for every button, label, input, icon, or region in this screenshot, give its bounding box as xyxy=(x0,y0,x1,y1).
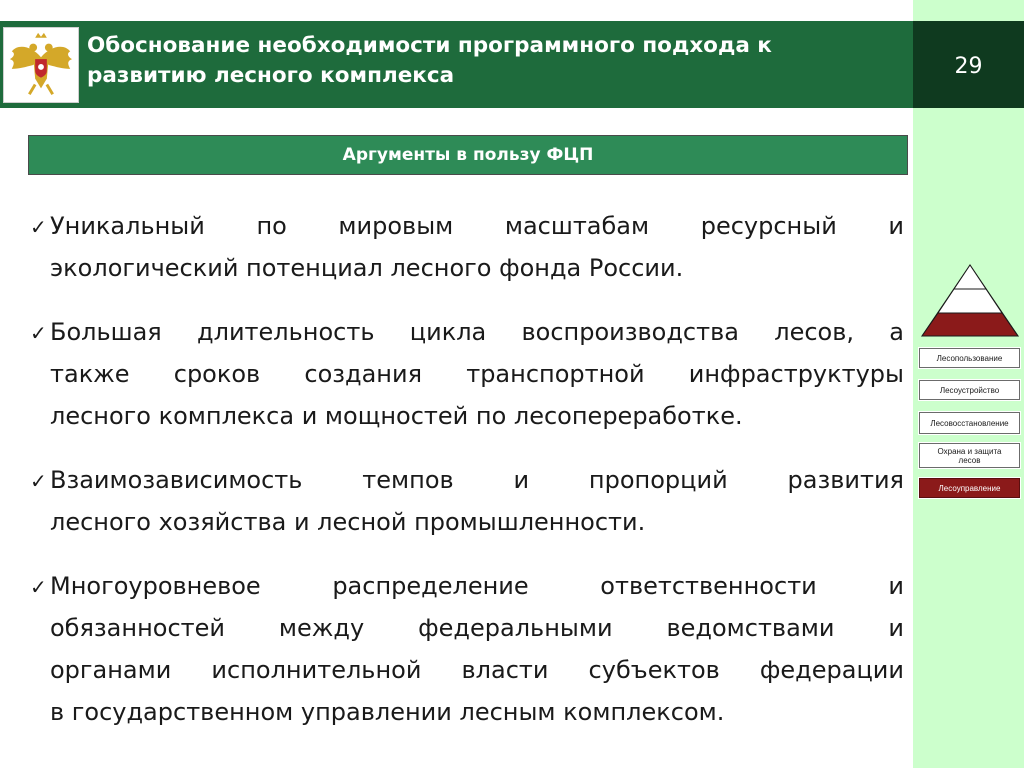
pyramid-diagram-icon xyxy=(920,263,1020,338)
title-line-2: развитию лесного комплекса xyxy=(87,63,455,88)
list-item-text: в государственном управлении лесным комплексом. xyxy=(50,698,725,726)
list-item-text: лесного хозяйства и лесной промышленности. xyxy=(50,508,646,536)
list-item-text: обязанностей между федеральными ведомствами и xyxy=(50,614,904,642)
list-item-text: экологический потенциал лесного фонда России. xyxy=(50,254,684,282)
menu-item-okhrana-i-zashchita[interactable]: Охрана и защита лесов xyxy=(919,443,1020,468)
list-item-text: Многоуровневое распределение ответственности и xyxy=(50,572,904,600)
menu-item-lesovosstanovlenie[interactable]: Лесовосстановление xyxy=(919,412,1020,434)
list-item-text: Большая длительность цикла воспроизводства лесов, а xyxy=(50,318,904,346)
list-item xyxy=(30,205,904,289)
coat-of-arms-emblem xyxy=(3,27,79,103)
title-line-1: Обоснование необходимости программного подхода к xyxy=(87,33,772,58)
check-mark-icon: ✓ xyxy=(30,575,47,599)
check-mark-icon: ✓ xyxy=(30,469,47,493)
list-item-text: Уникальный по мировым масштабам ресурсный и xyxy=(50,212,904,240)
list-item xyxy=(30,459,904,543)
list-item-text: Взаимозависимость темпов и пропорций развития xyxy=(50,466,904,494)
menu-item-lesoupravlenie[interactable]: Лесоуправление xyxy=(919,478,1020,498)
check-mark-icon: ✓ xyxy=(30,321,47,345)
menu-item-lesopolzovanie[interactable]: Лесопользование xyxy=(919,348,1020,368)
check-mark-icon: ✓ xyxy=(30,215,47,239)
list-item xyxy=(30,311,904,437)
list-item-text: органами исполнительной власти субъектов федерации xyxy=(50,656,904,684)
menu-item-lesoustroystvo[interactable]: Лесоустройство xyxy=(919,380,1020,400)
list-item xyxy=(30,565,904,733)
list-item-text: также сроков создания транспортной инфраструктуры xyxy=(50,360,904,388)
double-headed-eagle-icon xyxy=(4,28,78,102)
page-title xyxy=(87,31,907,91)
section-banner: Аргументы в пользу ФЦП xyxy=(28,135,908,175)
list-item-text: лесного комплекса и мощностей по лесопереработке. xyxy=(50,402,743,430)
page-number: 29 xyxy=(954,54,983,79)
page-number-box xyxy=(913,21,1024,108)
bullet-list xyxy=(30,205,904,755)
